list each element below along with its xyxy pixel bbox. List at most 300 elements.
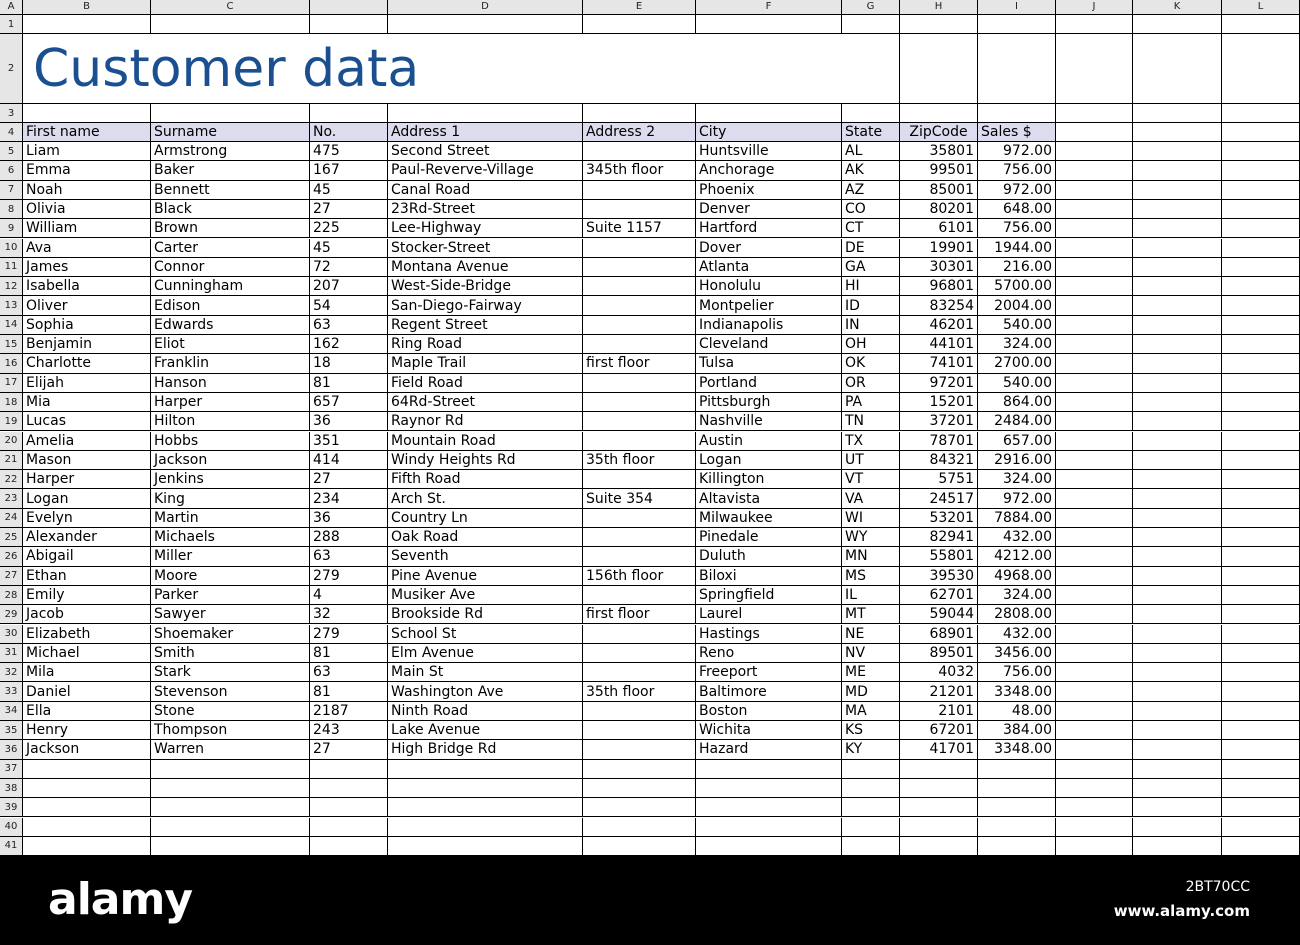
data-cell[interactable]: 81	[310, 682, 388, 701]
cell[interactable]	[1133, 123, 1222, 142]
data-cell[interactable]: 324.00	[978, 335, 1056, 354]
cell[interactable]	[1056, 489, 1133, 508]
cell[interactable]	[1133, 760, 1222, 779]
cell[interactable]	[1056, 104, 1133, 123]
cell[interactable]	[23, 818, 151, 837]
cell[interactable]	[1133, 702, 1222, 721]
data-cell[interactable]: 83254	[900, 296, 978, 315]
data-cell[interactable]: 21201	[900, 682, 978, 701]
cell[interactable]	[583, 779, 696, 798]
cell[interactable]	[1133, 470, 1222, 489]
data-cell[interactable]: DE	[842, 239, 900, 258]
cell[interactable]	[1056, 15, 1133, 34]
data-cell[interactable]: GA	[842, 258, 900, 277]
cell[interactable]	[151, 15, 310, 34]
data-cell[interactable]: 3348.00	[978, 740, 1056, 759]
cell[interactable]	[1222, 335, 1300, 354]
data-cell[interactable]: AK	[842, 161, 900, 180]
row-header[interactable]: 20	[0, 432, 23, 451]
data-cell[interactable]: Cleveland	[696, 335, 842, 354]
cell[interactable]	[1056, 586, 1133, 605]
cell[interactable]	[1222, 837, 1300, 856]
data-cell[interactable]: Suite 354	[583, 489, 696, 508]
cell[interactable]	[310, 760, 388, 779]
data-cell[interactable]: Harper	[23, 470, 151, 489]
data-cell[interactable]	[583, 625, 696, 644]
column-header[interactable]: H	[900, 0, 978, 15]
data-cell[interactable]: Regent Street	[388, 316, 583, 335]
data-cell[interactable]	[583, 702, 696, 721]
data-cell[interactable]: 72	[310, 258, 388, 277]
data-cell[interactable]: Franklin	[151, 354, 310, 373]
data-cell[interactable]: 648.00	[978, 200, 1056, 219]
cell[interactable]	[1133, 779, 1222, 798]
cell[interactable]	[310, 104, 388, 123]
row-header[interactable]: 23	[0, 489, 23, 508]
data-cell[interactable]: 4968.00	[978, 567, 1056, 586]
cell[interactable]	[1056, 702, 1133, 721]
cell[interactable]	[23, 104, 151, 123]
row-header[interactable]: 29	[0, 605, 23, 624]
cell[interactable]	[151, 104, 310, 123]
data-cell[interactable]: Miller	[151, 547, 310, 566]
data-cell[interactable]: Smith	[151, 644, 310, 663]
data-cell[interactable]: 5700.00	[978, 277, 1056, 296]
data-cell[interactable]	[583, 663, 696, 682]
data-cell[interactable]: Elijah	[23, 374, 151, 393]
data-cell[interactable]: TN	[842, 412, 900, 431]
data-cell[interactable]: TX	[842, 432, 900, 451]
data-cell[interactable]: 68901	[900, 625, 978, 644]
cell[interactable]	[151, 798, 310, 817]
cell[interactable]	[1222, 200, 1300, 219]
cell[interactable]	[388, 760, 583, 779]
cell[interactable]	[1133, 200, 1222, 219]
data-cell[interactable]	[583, 528, 696, 547]
data-cell[interactable]: Milwaukee	[696, 509, 842, 528]
data-cell[interactable]: 53201	[900, 509, 978, 528]
data-cell[interactable]: 864.00	[978, 393, 1056, 412]
data-cell[interactable]: 3456.00	[978, 644, 1056, 663]
cell[interactable]	[151, 779, 310, 798]
data-cell[interactable]: Pittsburgh	[696, 393, 842, 412]
data-cell[interactable]: 2808.00	[978, 605, 1056, 624]
data-cell[interactable]: ME	[842, 663, 900, 682]
cell[interactable]	[1133, 104, 1222, 123]
data-cell[interactable]: 657	[310, 393, 388, 412]
cell[interactable]	[1222, 740, 1300, 759]
data-cell[interactable]: Armstrong	[151, 142, 310, 161]
cell[interactable]	[1056, 547, 1133, 566]
cell[interactable]	[583, 104, 696, 123]
data-cell[interactable]: Pinedale	[696, 528, 842, 547]
data-cell[interactable]: Maple Trail	[388, 354, 583, 373]
data-cell[interactable]: MA	[842, 702, 900, 721]
data-cell[interactable]: 27	[310, 200, 388, 219]
data-cell[interactable]: 156th floor	[583, 567, 696, 586]
data-cell[interactable]: Field Road	[388, 374, 583, 393]
data-cell[interactable]: 414	[310, 451, 388, 470]
row-header[interactable]: 32	[0, 663, 23, 682]
cell[interactable]	[1133, 625, 1222, 644]
data-cell[interactable]: 81	[310, 644, 388, 663]
row-header[interactable]: 13	[0, 296, 23, 315]
data-cell[interactable]: 27	[310, 470, 388, 489]
data-cell[interactable]: IL	[842, 586, 900, 605]
cell[interactable]	[1133, 818, 1222, 837]
row-header[interactable]: 8	[0, 200, 23, 219]
data-cell[interactable]: Dover	[696, 239, 842, 258]
row-header[interactable]: 10	[0, 239, 23, 258]
row-header[interactable]: 15	[0, 335, 23, 354]
data-cell[interactable]: WY	[842, 528, 900, 547]
data-cell[interactable]: Fifth Road	[388, 470, 583, 489]
data-cell[interactable]: 2484.00	[978, 412, 1056, 431]
data-cell[interactable]: Mountain Road	[388, 432, 583, 451]
row-header[interactable]: 25	[0, 528, 23, 547]
cell[interactable]	[978, 104, 1056, 123]
data-cell[interactable]: 432.00	[978, 528, 1056, 547]
data-cell[interactable]: KS	[842, 721, 900, 740]
cell[interactable]	[1133, 277, 1222, 296]
row-header[interactable]: 16	[0, 354, 23, 373]
cell[interactable]	[1056, 316, 1133, 335]
cell[interactable]	[696, 779, 842, 798]
cell[interactable]	[1056, 779, 1133, 798]
row-header[interactable]: 27	[0, 567, 23, 586]
data-cell[interactable]: Honolulu	[696, 277, 842, 296]
cell[interactable]	[583, 818, 696, 837]
row-header[interactable]: 6	[0, 161, 23, 180]
data-cell[interactable]	[583, 200, 696, 219]
cell[interactable]	[1133, 663, 1222, 682]
data-cell[interactable]: 18	[310, 354, 388, 373]
data-cell[interactable]: Martin	[151, 509, 310, 528]
data-cell[interactable]: Paul-Reverve-Village	[388, 161, 583, 180]
data-cell[interactable]: 32	[310, 605, 388, 624]
data-cell[interactable]: Phoenix	[696, 181, 842, 200]
cell[interactable]	[1056, 682, 1133, 701]
cell[interactable]	[1222, 470, 1300, 489]
data-cell[interactable]: Liam	[23, 142, 151, 161]
cell[interactable]	[1133, 181, 1222, 200]
data-cell[interactable]: WI	[842, 509, 900, 528]
cell[interactable]	[1056, 509, 1133, 528]
data-cell[interactable]: 225	[310, 219, 388, 238]
data-cell[interactable]: Stevenson	[151, 682, 310, 701]
cell[interactable]	[1056, 721, 1133, 740]
data-cell[interactable]: 2004.00	[978, 296, 1056, 315]
row-header[interactable]: 28	[0, 586, 23, 605]
column-header[interactable]: C	[151, 0, 310, 15]
data-cell[interactable]: Oak Road	[388, 528, 583, 547]
cell[interactable]	[696, 15, 842, 34]
column-title-cell[interactable]: First name	[23, 123, 151, 142]
cell[interactable]	[1133, 296, 1222, 315]
cell[interactable]	[1133, 374, 1222, 393]
cell[interactable]	[1222, 509, 1300, 528]
data-cell[interactable]: Logan	[23, 489, 151, 508]
cell[interactable]	[310, 798, 388, 817]
cell[interactable]	[1222, 625, 1300, 644]
data-cell[interactable]: Huntsville	[696, 142, 842, 161]
data-cell[interactable]: Pine Avenue	[388, 567, 583, 586]
cell[interactable]	[23, 760, 151, 779]
data-cell[interactable]: Duluth	[696, 547, 842, 566]
data-cell[interactable]: 54	[310, 296, 388, 315]
data-cell[interactable]: 4	[310, 586, 388, 605]
data-cell[interactable]: 81	[310, 374, 388, 393]
cell[interactable]	[696, 104, 842, 123]
cell[interactable]	[1133, 335, 1222, 354]
data-cell[interactable]: 2700.00	[978, 354, 1056, 373]
cell[interactable]	[900, 798, 978, 817]
cell[interactable]	[1222, 161, 1300, 180]
data-cell[interactable]: Elizabeth	[23, 625, 151, 644]
cell[interactable]	[1222, 644, 1300, 663]
cell[interactable]	[1133, 354, 1222, 373]
data-cell[interactable]: Hobbs	[151, 432, 310, 451]
cell[interactable]	[900, 34, 978, 104]
data-cell[interactable]: Stark	[151, 663, 310, 682]
column-title-cell[interactable]: City	[696, 123, 842, 142]
data-cell[interactable]: Killington	[696, 470, 842, 489]
cell[interactable]	[583, 837, 696, 856]
data-cell[interactable]	[583, 374, 696, 393]
data-cell[interactable]: 35801	[900, 142, 978, 161]
data-cell[interactable]: Amelia	[23, 432, 151, 451]
cell[interactable]	[1133, 837, 1222, 856]
data-cell[interactable]: Emily	[23, 586, 151, 605]
column-title-cell[interactable]: Surname	[151, 123, 310, 142]
data-cell[interactable]: MD	[842, 682, 900, 701]
data-cell[interactable]: 78701	[900, 432, 978, 451]
data-cell[interactable]: Carter	[151, 239, 310, 258]
data-cell[interactable]: 7884.00	[978, 509, 1056, 528]
data-cell[interactable]: Jenkins	[151, 470, 310, 489]
data-cell[interactable]: 243	[310, 721, 388, 740]
data-cell[interactable]: 345th floor	[583, 161, 696, 180]
data-cell[interactable]: Seventh	[388, 547, 583, 566]
data-cell[interactable]: Edwards	[151, 316, 310, 335]
cell[interactable]	[388, 837, 583, 856]
cell[interactable]	[1222, 219, 1300, 238]
data-cell[interactable]: MN	[842, 547, 900, 566]
data-cell[interactable]: OK	[842, 354, 900, 373]
data-cell[interactable]: Benjamin	[23, 335, 151, 354]
data-cell[interactable]: San-Diego-Fairway	[388, 296, 583, 315]
data-cell[interactable]: UT	[842, 451, 900, 470]
row-header[interactable]: 19	[0, 412, 23, 431]
data-cell[interactable]	[583, 470, 696, 489]
cell[interactable]	[1222, 142, 1300, 161]
row-header[interactable]: 4	[0, 123, 23, 142]
data-cell[interactable]: 384.00	[978, 721, 1056, 740]
cell[interactable]	[1056, 528, 1133, 547]
row-header[interactable]: 22	[0, 470, 23, 489]
data-cell[interactable]: Ring Road	[388, 335, 583, 354]
cell[interactable]	[1133, 316, 1222, 335]
cell[interactable]	[1133, 451, 1222, 470]
data-cell[interactable]	[583, 740, 696, 759]
data-cell[interactable]: 44101	[900, 335, 978, 354]
data-cell[interactable]: 4032	[900, 663, 978, 682]
data-cell[interactable]: Denver	[696, 200, 842, 219]
data-cell[interactable]: Charlotte	[23, 354, 151, 373]
cell[interactable]	[310, 818, 388, 837]
column-header-a[interactable]: A	[0, 0, 23, 15]
cell[interactable]	[388, 15, 583, 34]
cell[interactable]	[1222, 374, 1300, 393]
cell[interactable]	[1056, 335, 1133, 354]
data-cell[interactable]: 972.00	[978, 489, 1056, 508]
cell[interactable]	[1056, 740, 1133, 759]
data-cell[interactable]: Alexander	[23, 528, 151, 547]
cell[interactable]	[1133, 740, 1222, 759]
data-cell[interactable]: Ethan	[23, 567, 151, 586]
data-cell[interactable]: 36	[310, 412, 388, 431]
cell[interactable]	[900, 760, 978, 779]
data-cell[interactable]: Lucas	[23, 412, 151, 431]
data-cell[interactable]: Tulsa	[696, 354, 842, 373]
column-header[interactable]	[310, 0, 388, 15]
row-header[interactable]: 17	[0, 374, 23, 393]
data-cell[interactable]: HI	[842, 277, 900, 296]
cell[interactable]	[1222, 104, 1300, 123]
data-cell[interactable]: Stocker-Street	[388, 239, 583, 258]
row-header[interactable]: 26	[0, 547, 23, 566]
data-cell[interactable]: 2187	[310, 702, 388, 721]
cell[interactable]	[1056, 760, 1133, 779]
data-cell[interactable]: 279	[310, 625, 388, 644]
data-cell[interactable]: Reno	[696, 644, 842, 663]
column-title-cell[interactable]: Address 1	[388, 123, 583, 142]
cell[interactable]	[1222, 451, 1300, 470]
data-cell[interactable]: Altavista	[696, 489, 842, 508]
data-cell[interactable]: Isabella	[23, 277, 151, 296]
data-cell[interactable]: 30301	[900, 258, 978, 277]
data-cell[interactable]	[583, 335, 696, 354]
cell[interactable]	[1222, 702, 1300, 721]
data-cell[interactable]	[583, 412, 696, 431]
data-cell[interactable]: Oliver	[23, 296, 151, 315]
cell[interactable]	[1056, 605, 1133, 624]
data-cell[interactable]: Arch St.	[388, 489, 583, 508]
data-cell[interactable]: 63	[310, 663, 388, 682]
data-cell[interactable]: 23Rd-Street	[388, 200, 583, 219]
data-cell[interactable]: 67201	[900, 721, 978, 740]
cell[interactable]	[1056, 219, 1133, 238]
cell[interactable]	[1222, 412, 1300, 431]
cell[interactable]	[1222, 258, 1300, 277]
data-cell[interactable]: first floor	[583, 354, 696, 373]
data-cell[interactable]: CT	[842, 219, 900, 238]
cell[interactable]	[1056, 432, 1133, 451]
data-cell[interactable]: Mason	[23, 451, 151, 470]
data-cell[interactable]: Hanson	[151, 374, 310, 393]
data-cell[interactable]: Michaels	[151, 528, 310, 547]
column-title-cell[interactable]: ZipCode	[900, 123, 978, 142]
data-cell[interactable]: James	[23, 258, 151, 277]
data-cell[interactable]: KY	[842, 740, 900, 759]
data-cell[interactable]: 41701	[900, 740, 978, 759]
cell[interactable]	[310, 15, 388, 34]
cell[interactable]	[1133, 161, 1222, 180]
cell[interactable]	[1222, 779, 1300, 798]
cell[interactable]	[1133, 567, 1222, 586]
cell[interactable]	[1056, 412, 1133, 431]
data-cell[interactable]: Nashville	[696, 412, 842, 431]
data-cell[interactable]: Edison	[151, 296, 310, 315]
data-cell[interactable]: 432.00	[978, 625, 1056, 644]
data-cell[interactable]: Austin	[696, 432, 842, 451]
data-cell[interactable]: Hartford	[696, 219, 842, 238]
data-cell[interactable]: Boston	[696, 702, 842, 721]
data-cell[interactable]	[583, 721, 696, 740]
cell[interactable]	[1222, 528, 1300, 547]
data-cell[interactable]: 37201	[900, 412, 978, 431]
data-cell[interactable]: Main St	[388, 663, 583, 682]
data-cell[interactable]: PA	[842, 393, 900, 412]
cell[interactable]	[1133, 15, 1222, 34]
cell[interactable]	[1056, 625, 1133, 644]
cell[interactable]	[151, 760, 310, 779]
cell[interactable]	[1056, 393, 1133, 412]
cell[interactable]	[1222, 721, 1300, 740]
cell[interactable]	[1056, 181, 1133, 200]
data-cell[interactable]: Suite 1157	[583, 219, 696, 238]
data-cell[interactable]: Noah	[23, 181, 151, 200]
data-cell[interactable]: 97201	[900, 374, 978, 393]
cell[interactable]	[151, 837, 310, 856]
column-header[interactable]: J	[1056, 0, 1133, 15]
data-cell[interactable]: AZ	[842, 181, 900, 200]
data-cell[interactable]: Thompson	[151, 721, 310, 740]
data-cell[interactable]: 89501	[900, 644, 978, 663]
data-cell[interactable]: Lee-Highway	[388, 219, 583, 238]
data-cell[interactable]: Connor	[151, 258, 310, 277]
data-cell[interactable]: 63	[310, 547, 388, 566]
column-header[interactable]: L	[1222, 0, 1300, 15]
cell[interactable]	[23, 15, 151, 34]
data-cell[interactable]: Windy Heights Rd	[388, 451, 583, 470]
column-header[interactable]: K	[1133, 0, 1222, 15]
data-cell[interactable]: NE	[842, 625, 900, 644]
cell[interactable]	[1222, 15, 1300, 34]
cell[interactable]	[1222, 663, 1300, 682]
data-cell[interactable]: 45	[310, 239, 388, 258]
data-cell[interactable]: Wichita	[696, 721, 842, 740]
cell[interactable]	[583, 15, 696, 34]
data-cell[interactable]: 74101	[900, 354, 978, 373]
row-header[interactable]: 11	[0, 258, 23, 277]
cell[interactable]	[842, 837, 900, 856]
row-header[interactable]: 38	[0, 779, 23, 798]
data-cell[interactable]: 19901	[900, 239, 978, 258]
data-cell[interactable]: Raynor Rd	[388, 412, 583, 431]
data-cell[interactable]: 351	[310, 432, 388, 451]
cell[interactable]	[310, 779, 388, 798]
cell[interactable]	[1222, 316, 1300, 335]
data-cell[interactable]: 324.00	[978, 586, 1056, 605]
data-cell[interactable]	[583, 316, 696, 335]
data-cell[interactable]: 5751	[900, 470, 978, 489]
cell[interactable]	[388, 818, 583, 837]
data-cell[interactable]	[583, 239, 696, 258]
data-cell[interactable]: Portland	[696, 374, 842, 393]
data-cell[interactable]: OH	[842, 335, 900, 354]
row-header[interactable]: 30	[0, 625, 23, 644]
